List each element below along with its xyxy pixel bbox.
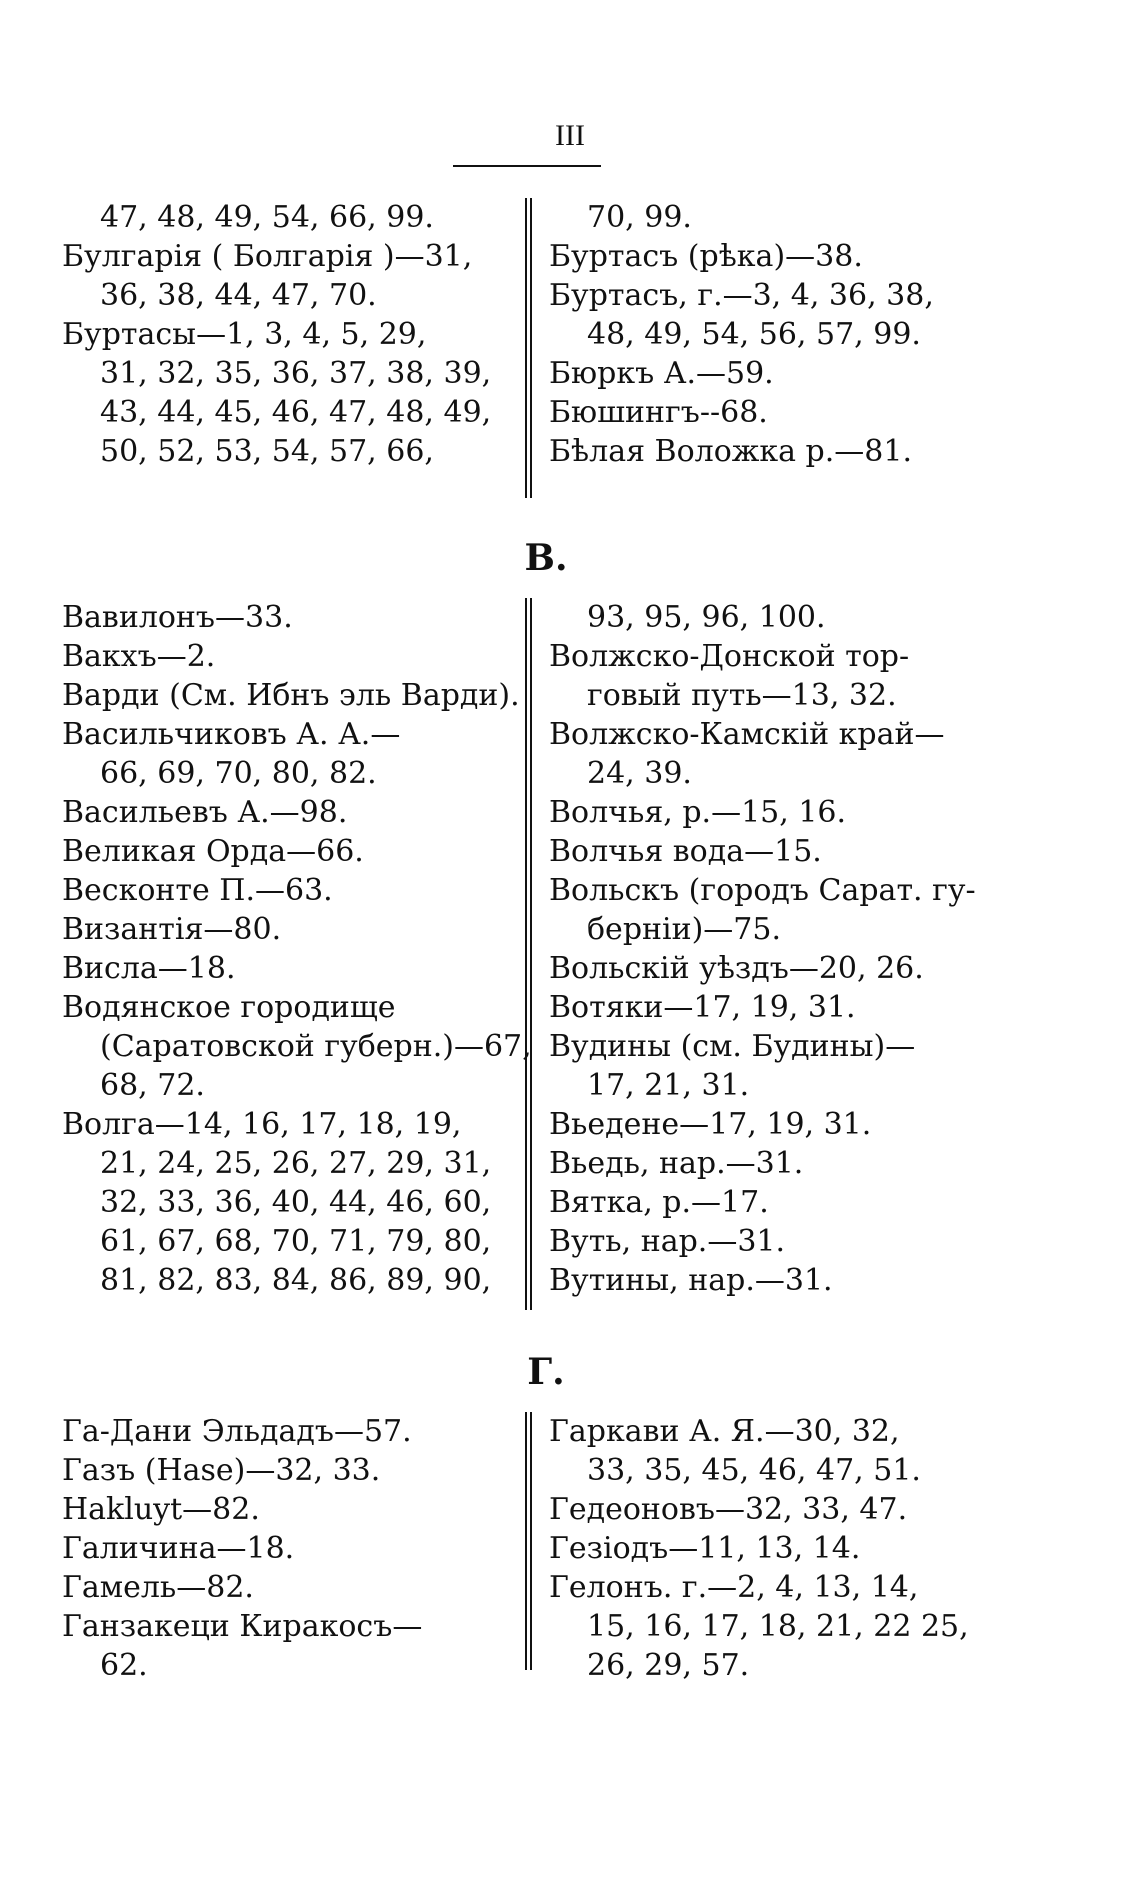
index-entry: Вутины, нар.—31. [549, 1263, 833, 1298]
index-entry-continuation: 47, 48, 49, 54, 66, 99. [100, 200, 434, 235]
index-entry-continuation: 66, 69, 70, 80, 82. [100, 756, 377, 791]
index-entry: Водянское городище [62, 990, 396, 1025]
index-entry-continuation: 26, 29, 57. [587, 1648, 750, 1683]
index-entry: Га-Дани Эльдадъ—57. [62, 1414, 412, 1449]
index-entry: Великая Орда—66. [62, 834, 364, 869]
index-entry: Гедеоновъ—32, 33, 47. [549, 1492, 908, 1527]
index-entry: Варди (См. Ибнъ эль Варди). [62, 678, 520, 713]
index-entry: Гелонъ. г.—2, 4, 13, 14, [549, 1570, 919, 1605]
column-divider [525, 198, 532, 498]
index-entry: Hakluyt—82. [62, 1492, 260, 1527]
index-entry: Гамель—82. [62, 1570, 254, 1605]
index-entry: Вьедене—17, 19, 31. [549, 1107, 872, 1142]
index-entry: Вотяки—17, 19, 31. [549, 990, 856, 1025]
index-entry: Волчья, р.—15, 16. [549, 795, 847, 830]
index-entry: Бѣлая Воложка р.—81. [549, 434, 912, 469]
index-entry-continuation: 32, 33, 36, 40, 44, 46, 60, [100, 1185, 492, 1220]
index-entry-continuation: 61, 67, 68, 70, 71, 79, 80, [100, 1224, 492, 1259]
index-entry-continuation: 48, 49, 54, 56, 57, 99. [587, 317, 921, 352]
index-entry: Волчья вода—15. [549, 834, 822, 869]
index-entry: Вятка, р.—17. [549, 1185, 769, 1220]
index-entry-continuation: 81, 82, 83, 84, 86, 89, 90, [100, 1263, 492, 1298]
index-entry-continuation: берніи)—75. [587, 912, 782, 947]
index-entry-continuation: 17, 21, 31. [587, 1068, 750, 1103]
index-column-left [62, 198, 517, 471]
index-entry-continuation: 31, 32, 35, 36, 37, 38, 39, [100, 356, 492, 391]
index-column-right [549, 1412, 1019, 1685]
index-entry: Васильчиковъ А. А.— [62, 717, 401, 752]
index-entry: Весконте П.—63. [62, 873, 333, 908]
index-entry: Вольскій уѣздъ—20, 26. [549, 951, 924, 986]
index-entry-continuation: 43, 44, 45, 46, 47, 48, 49, [100, 395, 492, 430]
column-divider [525, 1412, 532, 1670]
index-entry-continuation: 50, 52, 53, 54, 57, 66, [100, 434, 434, 469]
index-column-left [62, 598, 532, 1300]
index-entry: Вудины (см. Будины)— [549, 1029, 916, 1064]
index-entry: Газъ (Hase)—32, 33. [62, 1453, 381, 1488]
index-column-left [62, 1412, 517, 1685]
index-column-right [549, 598, 1019, 1300]
section-letter-g: Г. [527, 1351, 565, 1393]
column-divider [525, 598, 532, 1310]
index-entry: Бюшингъ--68. [549, 395, 768, 430]
index-entry: Бюркъ А.—59. [549, 356, 774, 391]
index-entry-continuation: говый путь—13, 32. [587, 678, 897, 713]
index-entry-continuation: 15, 16, 17, 18, 21, 22 25, [587, 1609, 969, 1644]
index-entry: Ганзакеци Киракосъ— [62, 1609, 423, 1644]
index-entry: Булгарія ( Болгарія )—31, [62, 239, 473, 274]
index-entry: Вьедь, нар.—31. [549, 1146, 804, 1181]
index-entry: Гаркави А. Я.—30, 32, [549, 1414, 900, 1449]
index-entry-continuation: 36, 38, 44, 47, 70. [100, 278, 377, 313]
index-entry: Васильевъ А.—98. [62, 795, 348, 830]
index-entry: Вуть, нар.—31. [549, 1224, 786, 1259]
index-entry-continuation: 70, 99. [587, 200, 692, 235]
index-entry: Волжско-Донской тор- [549, 639, 910, 674]
section-letter-v: В. [524, 537, 568, 579]
index-entry-continuation: 33, 35, 45, 46, 47, 51. [587, 1453, 921, 1488]
index-column-right [549, 198, 1019, 471]
index-entry: Буртасъ (рѣка)—38. [549, 239, 863, 274]
index-entry: Галичина—18. [62, 1531, 295, 1566]
index-entry-continuation: 68, 72. [100, 1068, 205, 1103]
index-entry-continuation: (Саратовской губерн.)—67, [100, 1029, 532, 1064]
index-entry-continuation: 93, 95, 96, 100. [587, 600, 826, 635]
index-entry: Вакхъ—2. [62, 639, 216, 674]
index-entry: Висла—18. [62, 951, 236, 986]
page-number: III [555, 119, 585, 152]
header-rule [453, 165, 601, 167]
index-entry: Гезіодъ—11, 13, 14. [549, 1531, 861, 1566]
index-entry: Волга—14, 16, 17, 18, 19, [62, 1107, 462, 1142]
index-entry: Буртасъ, г.—3, 4, 36, 38, [549, 278, 934, 313]
index-entry-continuation: 24, 39. [587, 756, 692, 791]
index-entry-continuation: 62. [100, 1648, 148, 1683]
index-entry: Буртасы—1, 3, 4, 5, 29, [62, 317, 427, 352]
index-entry: Византія—80. [62, 912, 282, 947]
index-entry-continuation: 21, 24, 25, 26, 27, 29, 31, [100, 1146, 492, 1181]
index-entry: Вавилонъ—33. [62, 600, 293, 635]
index-entry: Волжско-Камскій край— [549, 717, 945, 752]
index-entry: Вольскъ (городъ Сарат. гу- [549, 873, 976, 908]
